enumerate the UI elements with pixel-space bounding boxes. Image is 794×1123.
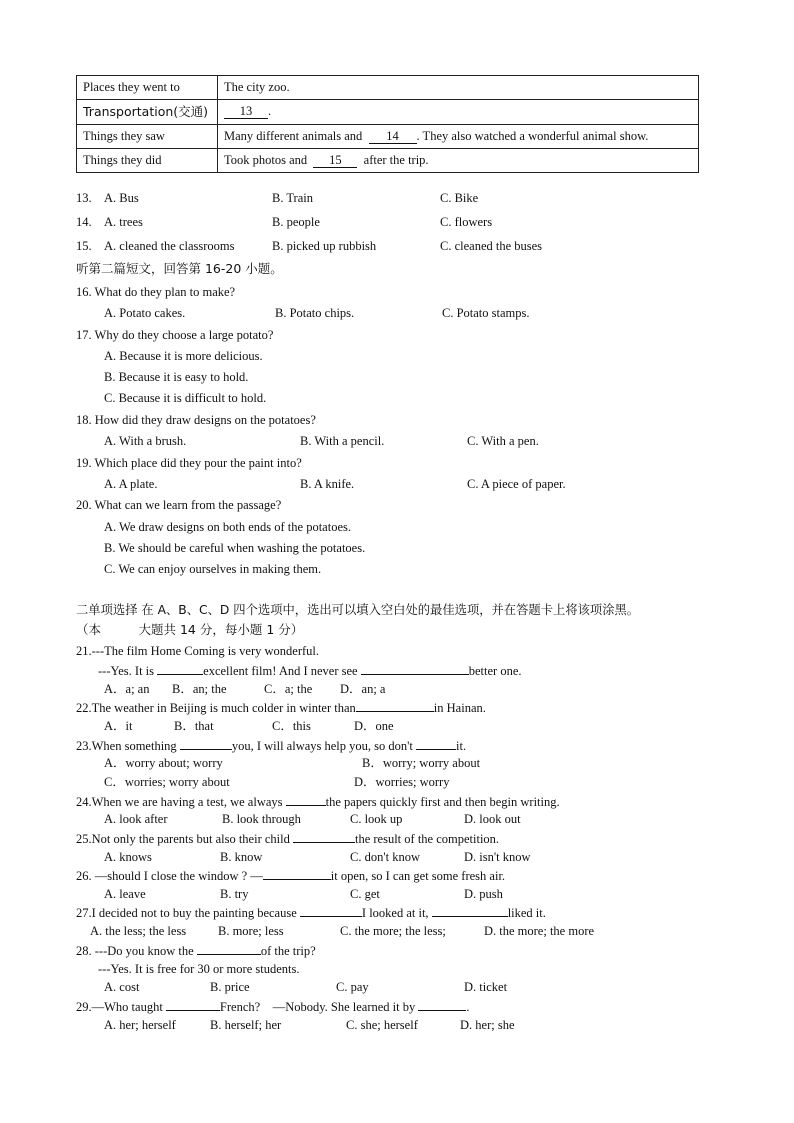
answer-blank	[356, 699, 434, 712]
option-b: B. price	[210, 980, 250, 994]
option-b: B. Potato chips.	[275, 306, 355, 320]
answer-blank	[157, 662, 203, 675]
option-b: B．an; the	[172, 682, 227, 696]
answer-blank	[166, 998, 220, 1011]
answer-blank	[300, 904, 362, 917]
option-a: A. cleaned the classrooms	[104, 239, 235, 253]
option-a: A. look after	[104, 812, 168, 826]
table-row	[77, 100, 699, 125]
option-d: D. isn't know	[464, 850, 531, 864]
option-c: C. flowers	[440, 215, 493, 229]
option-c: C. look up	[350, 812, 403, 826]
question-24-stem: 24.When we are having a test, we always the papers quickly first and then begin writing.	[76, 795, 560, 809]
option-b: B. Train	[272, 191, 313, 205]
option-a: A. her; herself	[104, 1018, 176, 1032]
question-21-line1: 21.---The film Home Coming is very wonderful.	[76, 644, 320, 658]
option-b: B. look through	[222, 812, 301, 826]
answer-blank	[361, 662, 469, 675]
question-29-stem: 29.—Who taught French? —Nobody. She learned it by .	[76, 1000, 470, 1014]
question-26-stem: 26. —should I close the window ? — it open, so I can get some fresh air.	[76, 869, 506, 883]
option-a: A. trees	[104, 215, 143, 229]
table-label: Transportation(交通)	[77, 100, 218, 125]
table-value: The city zoo.	[218, 76, 699, 100]
option-c: C. get	[350, 887, 380, 901]
answer-blank	[286, 793, 326, 806]
option-c: C. she; herself	[346, 1018, 418, 1032]
option-d: D. ticket	[464, 980, 508, 994]
section2-subheading: （本 大题共 14 分，每小题 1 分）	[76, 622, 304, 637]
option-a: A. Potato cakes.	[104, 306, 186, 320]
option-a: A. leave	[104, 887, 146, 901]
option-c: C. Potato stamps.	[442, 306, 530, 320]
answer-blank-15: 15	[313, 153, 357, 168]
answer-blank	[197, 942, 261, 955]
option-a: A. the less; the less	[90, 924, 187, 938]
question-23-stem: 23.When something you, I will always help you, so don't it.	[76, 739, 467, 753]
answer-blank-14: 14	[369, 129, 417, 144]
table-row	[77, 125, 699, 149]
question-16-stem: 16. What do they plan to make?	[76, 285, 236, 299]
option-d: D．worries; worry	[354, 775, 450, 789]
option-d: D．one	[354, 719, 394, 733]
option-b: B．worry; worry about	[362, 756, 481, 770]
option-b: B. know	[220, 850, 263, 864]
answer-blank	[418, 998, 466, 1011]
option-c: C．a; the	[264, 682, 313, 696]
table-row	[77, 76, 699, 100]
option-b: B. We should be careful when washing the potatoes.	[104, 541, 366, 555]
option-c: C. A piece of paper.	[467, 477, 566, 491]
answer-blank	[180, 737, 232, 750]
table-value: Took photos and 15 after the trip.	[218, 149, 699, 173]
option-c: C．worries; worry about	[104, 775, 230, 789]
option-b: B. A knife.	[300, 477, 355, 491]
question-17-stem: 17. Why do they choose a large potato?	[76, 328, 274, 342]
option-d: D. push	[464, 887, 503, 901]
option-c: C. the more; the less;	[340, 924, 446, 938]
option-c: C. Because it is difficult to hold.	[104, 391, 267, 405]
option-d: D. look out	[464, 812, 521, 826]
section2-heading: 二单项选择 在 A、B、C、D 四个选项中，选出可以填入空白处的最佳选项，并在答题卡上将该项涂黑。	[76, 603, 640, 617]
table-row	[77, 149, 699, 173]
option-c: C. With a pen.	[467, 434, 539, 448]
question-19-stem: 19. Which place did they pour the paint into?	[76, 456, 302, 470]
option-b: B. Because it is easy to hold.	[104, 370, 249, 384]
answer-blank	[432, 904, 508, 917]
question-28-line2: ---Yes. It is free for 30 or more students.	[98, 962, 300, 976]
option-a: A. cost	[104, 980, 140, 994]
option-a: A. Bus	[104, 191, 139, 205]
answer-blank	[416, 737, 456, 750]
answer-blank-13: 13	[224, 104, 268, 119]
option-c: C. Bike	[440, 191, 479, 205]
option-a: A. A plate.	[104, 477, 158, 491]
option-a: A．it	[104, 719, 133, 733]
question-18-stem: 18. How did they draw designs on the potatoes?	[76, 413, 316, 427]
option-d: D．an; a	[340, 682, 386, 696]
option-d: D. her; she	[460, 1018, 515, 1032]
table-value: Many different animals and 14 . They also watched a wonderful animal show.	[218, 125, 699, 149]
table-label: Places they went to	[77, 76, 218, 100]
option-a: A. Because it is more delicious.	[104, 349, 263, 363]
option-c: C．this	[272, 719, 311, 733]
question-22-stem: 22.The weather in Beijing is much colder in winter than in Hainan.	[76, 701, 486, 715]
exam-page: Places they went to The city zoo. Transportation(交通) 13 . Things they saw Many different animals and 14 . They also watched a wonderful animal show. Things they did Took photos and 15 after the trip. 13. A. Bus B. Train C. Bike 14. A. trees B. people C. flowers 15. A. cleaned the classrooms B. picked up rubbish C. cleaned the buses 听第二篇短文，回答第 16-20 小题。 16. What do they plan to make? A. Potato cakes. B. Potato chips. C. Potato stamps. 17. Why do they choose a large potato? A. Because it is more delicious. B. Because it is easy to hold. C. Because it is difficult to hold. 18. How did they draw designs on the potatoes? A. With a brush. B. With a pencil. C. With a pen. 19. Which place did they pour the paint into? A. A plate. B. A knife. C. A piece of paper. 20. What can we learn from the passage? A. We draw designs on both ends of the potatoes. B. We should be careful when washing the potatoes. C. We can enjoy ourselves in making them. 二单项选择 在 A、B、C、D 四个选项中，选出可以填入空白处的最佳选项，并在答题卡上将该项涂黑。 （本 大题共 14 分，每小题 1 分） 21.---The film Home Coming is very wonderful. ---Yes. It is excellent film! And I never see better one. A．a; an B．an; the C．a; the D．an; a 22.The weather in Beijing is much colder in winter than in Hainan. A．it B．that C．this D．one 23.When something you, I will always help you, so don't it. A．worry about; worry B．worry; worry about C．worries; worry about D．worries; worry 24.When we are having a test, we always the papers quickly first and then begin writing. A. look after B. look through C. look up D. look out 25.Not only the parents but also their child the result of the competition. A. knows B. know C. don't know D. isn't know 26. —should I close the window ? — it open, so I can get some fresh air. A. leave B. try C. get D. push 27.I decided not to buy the painting because I looked at it, liked it. A. the less; the less B. more; less C. the more; the less; D. the more; the more 28. ---Do you know the of the trip? ---Yes. It is free for 30 or more students. A. cost B. price C. pay D. ticket 29.—Who taught French? —Nobody. She learned it by . A. her; herself B. herself; her C. she; herself D. her; she	[0, 0, 794, 1123]
option-b: B. picked up rubbish	[272, 239, 377, 253]
option-c: C. cleaned the buses	[440, 239, 543, 253]
option-b: B. herself; her	[210, 1018, 282, 1032]
option-a: A．a; an	[104, 682, 150, 696]
option-b: B. more; less	[218, 924, 284, 938]
option-b: B．that	[174, 719, 214, 733]
question-27-stem: 27.I decided not to buy the painting because I looked at it, liked it.	[76, 906, 546, 920]
table-label: Things they did	[77, 149, 218, 173]
option-a: A. knows	[104, 850, 152, 864]
table-value: 13 .	[218, 100, 699, 125]
option-b: B. try	[220, 887, 249, 901]
answer-blank	[263, 867, 331, 880]
table-label: Things they saw	[77, 125, 218, 149]
question-25-stem: 25.Not only the parents but also their child the result of the competition.	[76, 832, 500, 846]
question-20-stem: 20. What can we learn from the passage?	[76, 498, 282, 512]
option-c: C. don't know	[350, 850, 420, 864]
option-d: D. the more; the more	[484, 924, 595, 938]
trip-info-table	[76, 75, 699, 173]
option-a: A．worry about; worry	[104, 756, 223, 770]
option-a: A. With a brush.	[104, 434, 187, 448]
question-28-line1: 28. ---Do you know the of the trip?	[76, 944, 316, 958]
question-21-line2: ---Yes. It is excellent film! And I never see better one.	[98, 664, 522, 678]
option-c: C. pay	[336, 980, 369, 994]
passage2-heading: 听第二篇短文，回答第 16-20 小题。	[76, 261, 283, 276]
option-a: A. We draw designs on both ends of the potatoes.	[104, 520, 351, 534]
option-b: B. people	[272, 215, 320, 229]
option-b: B. With a pencil.	[300, 434, 385, 448]
answer-blank	[293, 830, 355, 843]
option-c: C. We can enjoy ourselves in making them.	[104, 562, 322, 576]
